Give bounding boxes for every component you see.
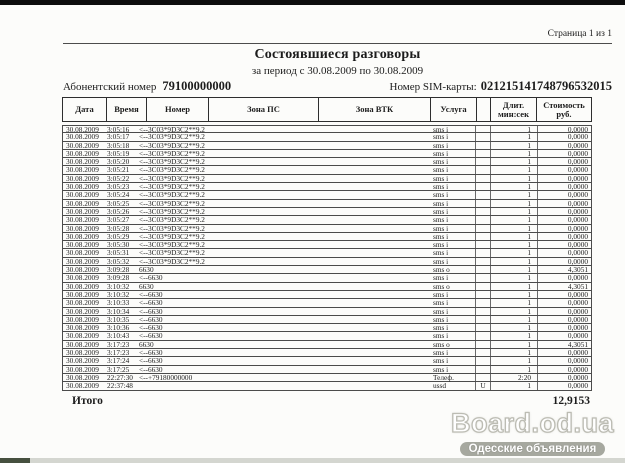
cell-service: sms i xyxy=(433,289,449,299)
cell-service: sms i xyxy=(433,206,449,216)
cell-service: sms i xyxy=(433,132,449,142)
cell-service: sms i xyxy=(433,157,449,167)
cell-time: 3:10:43 xyxy=(107,331,130,341)
cell-number: <--6630 xyxy=(139,298,163,308)
cell-time: 3:05:30 xyxy=(107,240,130,250)
cell-time: 3:10:32 xyxy=(107,289,130,299)
cell-date: 30.08.2009 xyxy=(66,331,99,341)
cell-number: <--3C03*9D3C2**9.2 xyxy=(139,157,205,167)
cell-flag xyxy=(475,299,491,306)
cell-number: <--6630 xyxy=(139,331,163,341)
cell-date: 30.08.2009 xyxy=(66,132,99,142)
cell-date: 30.08.2009 xyxy=(66,173,99,183)
cell-cost: 0,0000 xyxy=(537,274,591,281)
cell-number: <--3C03*9D3C2**9.2 xyxy=(139,198,205,208)
cell-flag xyxy=(475,166,491,173)
bottom-scan-strip xyxy=(0,458,625,463)
cell-cost: 4,3051 xyxy=(537,283,591,290)
cell-time: 3:05:32 xyxy=(107,256,130,266)
cell-time: 3:05:25 xyxy=(107,198,130,208)
cell-cost: 0,0000 xyxy=(537,150,591,157)
cell-cost: 4,3051 xyxy=(537,341,591,348)
cell-cost: 0,0000 xyxy=(537,249,591,256)
cell-cost: 0,0000 xyxy=(537,191,591,198)
header-service: Услуга xyxy=(431,98,477,121)
cell-cost: 4,3051 xyxy=(537,266,591,273)
cell-number: <--3C03*9D3C2**9.2 xyxy=(139,256,205,266)
cell-flag xyxy=(475,332,491,339)
cell-time: 3:05:19 xyxy=(107,148,130,158)
cell-date: 30.08.2009 xyxy=(66,372,99,382)
cell-duration: 1 xyxy=(527,223,531,233)
cell-number: <--3C03*9D3C2**9.2 xyxy=(139,231,205,241)
cell-duration: 1 xyxy=(527,125,531,134)
cell-time: 3:05:26 xyxy=(107,206,130,216)
cell-flag: U xyxy=(475,382,491,389)
cell-date: 30.08.2009 xyxy=(66,157,99,167)
cell-flag xyxy=(475,266,491,273)
cell-duration: 1 xyxy=(527,339,531,349)
cell-service: sms i xyxy=(433,331,449,341)
cell-cost: 0,0000 xyxy=(537,299,591,306)
cell-number: 6630 xyxy=(139,281,154,291)
cell-service: sms i xyxy=(433,125,449,134)
cell-number: <--3C03*9D3C2**9.2 xyxy=(139,140,205,150)
cell-number: <--3C03*9D3C2**9.2 xyxy=(139,132,205,142)
cell-service: sms i xyxy=(433,356,449,366)
cell-duration: 1 xyxy=(527,165,531,175)
cell-duration: 1 xyxy=(527,190,531,200)
cell-flag xyxy=(475,308,491,315)
cell-time: 3:05:28 xyxy=(107,223,130,233)
cell-date: 30.08.2009 xyxy=(66,140,99,150)
cell-duration: 1 xyxy=(527,173,531,183)
table-row xyxy=(62,382,592,390)
cell-duration: 1 xyxy=(527,356,531,366)
cell-time: 3:10:34 xyxy=(107,306,130,316)
cell-time: 3:05:21 xyxy=(107,165,130,175)
cell-flag xyxy=(475,133,491,140)
calls-table xyxy=(62,97,592,407)
cell-flag xyxy=(475,349,491,356)
cell-duration: 1 xyxy=(527,289,531,299)
cell-flag xyxy=(475,208,491,215)
cell-cost: 0,0000 xyxy=(537,258,591,265)
report-title: Состоявшиеся разговоры xyxy=(254,47,421,62)
cell-service: sms i xyxy=(433,248,449,258)
cell-duration: 1 xyxy=(527,298,531,308)
cell-flag xyxy=(475,258,491,265)
cell-duration: 1 xyxy=(527,281,531,291)
cell-date: 30.08.2009 xyxy=(66,273,99,283)
cell-time: 3:17:24 xyxy=(107,356,130,366)
cell-service: Телеф. xyxy=(433,372,454,382)
cell-time: 22:37:48 xyxy=(107,381,133,391)
cell-number: 6630 xyxy=(139,339,154,349)
cell-duration: 1 xyxy=(527,215,531,225)
cell-time: 3:05:22 xyxy=(107,173,130,183)
cell-flag xyxy=(475,274,491,281)
cell-flag xyxy=(475,216,491,223)
cell-date: 30.08.2009 xyxy=(66,298,99,308)
cell-duration: 1 xyxy=(527,331,531,341)
cell-service: sms i xyxy=(433,256,449,266)
cell-cost: 0,0000 xyxy=(537,158,591,165)
cell-number: <--3C03*9D3C2**9.2 xyxy=(139,182,205,192)
cell-service: sms i xyxy=(433,165,449,175)
cell-time: 3:05:27 xyxy=(107,215,130,225)
cell-service: sms i xyxy=(433,140,449,150)
cell-duration: 1 xyxy=(527,140,531,150)
cell-number: <--3C03*9D3C2**9.2 xyxy=(139,206,205,216)
cell-time: 3:10:33 xyxy=(107,298,130,308)
cell-cost: 0,0000 xyxy=(537,208,591,215)
header-time: Время xyxy=(107,98,147,121)
cell-cost: 0,0000 xyxy=(537,291,591,298)
header-divider xyxy=(63,43,612,44)
cell-service: sms i xyxy=(433,273,449,283)
cell-time: 3:05:23 xyxy=(107,182,130,192)
cell-date: 30.08.2009 xyxy=(66,240,99,250)
subscriber-label: Абонентский номер xyxy=(63,81,157,93)
header-flag xyxy=(477,98,491,121)
header-cost: Стоимость руб. xyxy=(543,99,585,119)
cell-service: sms o xyxy=(433,265,450,275)
cell-duration: 1 xyxy=(527,248,531,258)
cell-cost: 0,0000 xyxy=(537,308,591,315)
cell-number: <--6630 xyxy=(139,323,163,333)
header-date: Дата xyxy=(63,98,107,121)
cell-time: 22:27:30 xyxy=(107,372,133,382)
cell-flag xyxy=(475,225,491,232)
cell-flag xyxy=(475,142,491,149)
cell-service: sms i xyxy=(433,323,449,333)
cell-cost: 0,0000 xyxy=(537,241,591,248)
subscriber-number-group xyxy=(63,79,231,94)
cell-number: <--6630 xyxy=(139,289,163,299)
cell-number: <--+79180000000 xyxy=(139,372,193,382)
subscriber-number: 79100000000 xyxy=(162,79,232,93)
cell-duration: 1 xyxy=(527,323,531,333)
cell-number: <--3C03*9D3C2**9.2 xyxy=(139,148,205,158)
cell-flag xyxy=(475,374,491,381)
cell-date: 30.08.2009 xyxy=(66,198,99,208)
cell-number: <--3C03*9D3C2**9.2 xyxy=(139,173,205,183)
page-number-label: Страница 1 из 1 xyxy=(547,29,612,39)
cell-cost: 0,0000 xyxy=(537,166,591,173)
cell-duration: 1 xyxy=(527,182,531,192)
cell-time: 3:17:25 xyxy=(107,364,130,374)
cell-duration: 1 xyxy=(527,256,531,266)
cell-number: <--6630 xyxy=(139,306,163,316)
cell-service: sms i xyxy=(433,215,449,225)
sim-number-group xyxy=(390,79,612,94)
cell-flag xyxy=(475,150,491,157)
cell-date: 30.08.2009 xyxy=(66,256,99,266)
cell-service: sms i xyxy=(433,190,449,200)
cell-service: sms i xyxy=(433,223,449,233)
cell-flag xyxy=(475,175,491,182)
cell-number: <--6630 xyxy=(139,314,163,324)
cell-flag xyxy=(475,158,491,165)
cell-number: <--6630 xyxy=(139,364,163,374)
cell-cost: 0,0000 xyxy=(537,324,591,331)
cell-duration: 1 xyxy=(527,314,531,324)
cell-duration: 1 xyxy=(527,306,531,316)
cell-time: 3:17:23 xyxy=(107,339,130,349)
cell-time: 3:10:35 xyxy=(107,314,130,324)
watermark xyxy=(451,408,614,457)
cell-service: sms i xyxy=(433,148,449,158)
sim-label: Номер SIM-карты: xyxy=(389,81,477,93)
cell-date: 30.08.2009 xyxy=(66,231,99,241)
cell-service: sms i xyxy=(433,173,449,183)
cell-time: 3:09:28 xyxy=(107,265,130,275)
cell-number: <--3C03*9D3C2**9.2 xyxy=(139,215,205,225)
cell-cost: 0,0000 xyxy=(537,216,591,223)
cell-flag xyxy=(475,191,491,198)
cell-cost: 0,0000 xyxy=(537,200,591,207)
cell-service: sms o xyxy=(433,281,450,291)
cell-number: <--3C03*9D3C2**9.2 xyxy=(139,190,205,200)
cell-cost: 0,0000 xyxy=(537,183,591,190)
cell-service: sms i xyxy=(433,240,449,250)
cell-date: 30.08.2009 xyxy=(66,165,99,175)
cell-number: <--3C03*9D3C2**9.2 xyxy=(139,240,205,250)
cell-duration: 1 xyxy=(527,364,531,374)
header-number: Номер xyxy=(147,98,209,121)
cell-cost: 0,0000 xyxy=(537,175,591,182)
cell-number: <--3C03*9D3C2**9.2 xyxy=(139,223,205,233)
cell-flag xyxy=(475,241,491,248)
cell-number: <--6630 xyxy=(139,348,163,358)
total-line xyxy=(62,395,592,407)
cell-cost: 0,0000 xyxy=(537,316,591,323)
cell-service: sms i xyxy=(433,314,449,324)
cell-date: 30.08.2009 xyxy=(66,323,99,333)
cell-flag xyxy=(475,366,491,373)
cell-flag xyxy=(475,324,491,331)
cell-flag xyxy=(475,341,491,348)
cell-cost: 0,0000 xyxy=(537,366,591,373)
header-duration: Длит. мин:сек xyxy=(491,98,537,121)
cell-date: 30.08.2009 xyxy=(66,182,99,192)
cell-duration: 1 xyxy=(527,206,531,216)
cell-time: 3:17:23 xyxy=(107,348,130,358)
cell-date: 30.08.2009 xyxy=(66,265,99,275)
cell-date: 30.08.2009 xyxy=(66,306,99,316)
cell-time: 3:10:32 xyxy=(107,281,130,291)
report-period: за период с 30.08.2009 по 30.08.2009 xyxy=(251,65,424,77)
cell-time: 3:10:36 xyxy=(107,323,130,333)
cell-time: 3:05:20 xyxy=(107,157,130,167)
cell-duration: 1 xyxy=(527,381,531,391)
cell-flag xyxy=(475,291,491,298)
cell-cost: 0,0000 xyxy=(537,374,591,381)
cell-flag xyxy=(475,357,491,364)
cell-service: sms i xyxy=(433,364,449,374)
cell-duration: 1 xyxy=(527,132,531,142)
cell-date: 30.08.2009 xyxy=(66,148,99,158)
cell-date: 30.08.2009 xyxy=(66,281,99,291)
cell-flag xyxy=(475,233,491,240)
table-body xyxy=(62,125,592,391)
cell-date: 30.08.2009 xyxy=(66,364,99,374)
cell-cost: 0,0000 xyxy=(537,233,591,240)
cell-service: sms o xyxy=(433,339,450,349)
cell-number: <--6630 xyxy=(139,273,163,283)
cell-number: <--6630 xyxy=(139,356,163,366)
cell-service: sms i xyxy=(433,182,449,192)
cell-cost: 0,0000 xyxy=(537,349,591,356)
cell-time: 3:05:18 xyxy=(107,140,130,150)
cell-number: <--3C03*9D3C2**9.2 xyxy=(139,125,205,134)
cell-cost: 0,0000 xyxy=(537,357,591,364)
cell-date: 30.08.2009 xyxy=(66,248,99,258)
cell-duration: 1 xyxy=(527,273,531,283)
cell-date: 30.08.2009 xyxy=(66,339,99,349)
header-zone-ps: Зона ПС xyxy=(209,98,319,121)
table-header-row xyxy=(62,97,592,122)
cell-date: 30.08.2009 xyxy=(66,356,99,366)
cell-date: 30.08.2009 xyxy=(66,125,99,134)
cell-flag xyxy=(475,283,491,290)
cell-duration: 1 xyxy=(527,240,531,250)
cell-duration: 1 xyxy=(527,265,531,275)
cell-date: 30.08.2009 xyxy=(66,289,99,299)
cell-duration: 2:20 xyxy=(518,372,531,382)
cell-date: 30.08.2009 xyxy=(66,223,99,233)
cell-number: 6630 xyxy=(139,265,154,275)
cell-cost: 0,0000 xyxy=(537,142,591,149)
cell-date: 30.08.2009 xyxy=(66,215,99,225)
cell-date: 30.08.2009 xyxy=(66,206,99,216)
cell-duration: 1 xyxy=(527,231,531,241)
cell-time: 3:05:16 xyxy=(107,125,130,134)
total-value: 12,9153 xyxy=(552,394,590,407)
cell-flag xyxy=(475,200,491,207)
cell-date: 30.08.2009 xyxy=(66,381,99,391)
cell-duration: 1 xyxy=(527,148,531,158)
cell-cost: 0,0000 xyxy=(537,332,591,339)
total-label: Итого xyxy=(72,394,103,407)
cell-date: 30.08.2009 xyxy=(66,314,99,324)
cell-flag xyxy=(475,183,491,190)
cell-service: ussd xyxy=(433,381,446,391)
cell-number: <--3C03*9D3C2**9.2 xyxy=(139,165,205,175)
cell-number xyxy=(139,382,429,389)
header-zone-vtk: Зона ВТК xyxy=(319,98,431,121)
cell-time: 3:05:17 xyxy=(107,132,130,142)
cell-cost: 0,0000 xyxy=(537,382,591,389)
cell-service: sms i xyxy=(433,298,449,308)
cell-duration: 1 xyxy=(527,198,531,208)
watermark-site-name: Board.od.ua xyxy=(450,408,614,438)
top-scan-bar xyxy=(0,0,625,5)
cell-duration: 1 xyxy=(527,157,531,167)
sim-number: 021215141748796532015 xyxy=(480,79,612,93)
bottom-left-chip xyxy=(0,458,30,463)
cell-flag xyxy=(475,249,491,256)
cell-time: 3:05:24 xyxy=(107,190,130,200)
cell-service: sms i xyxy=(433,198,449,208)
cell-number: <--3C03*9D3C2**9.2 xyxy=(139,248,205,258)
watermark-tagline: Одесские объявления xyxy=(460,442,606,456)
cell-date: 30.08.2009 xyxy=(66,190,99,200)
cell-time: 3:05:31 xyxy=(107,248,130,258)
cell-duration: 1 xyxy=(527,348,531,358)
cell-date: 30.08.2009 xyxy=(66,348,99,358)
cell-service: sms i xyxy=(433,306,449,316)
cell-time: 3:05:29 xyxy=(107,231,130,241)
cell-cost: 0,0000 xyxy=(537,133,591,140)
cell-time: 3:09:28 xyxy=(107,273,130,283)
table-row xyxy=(62,374,592,382)
cell-flag xyxy=(475,126,491,132)
cell-service: sms i xyxy=(433,348,449,358)
cell-service: sms i xyxy=(433,231,449,241)
cell-cost: 0,0000 xyxy=(537,126,591,132)
cell-flag xyxy=(475,316,491,323)
cell-cost: 0,0000 xyxy=(537,225,591,232)
subscriber-info-line xyxy=(63,79,612,94)
